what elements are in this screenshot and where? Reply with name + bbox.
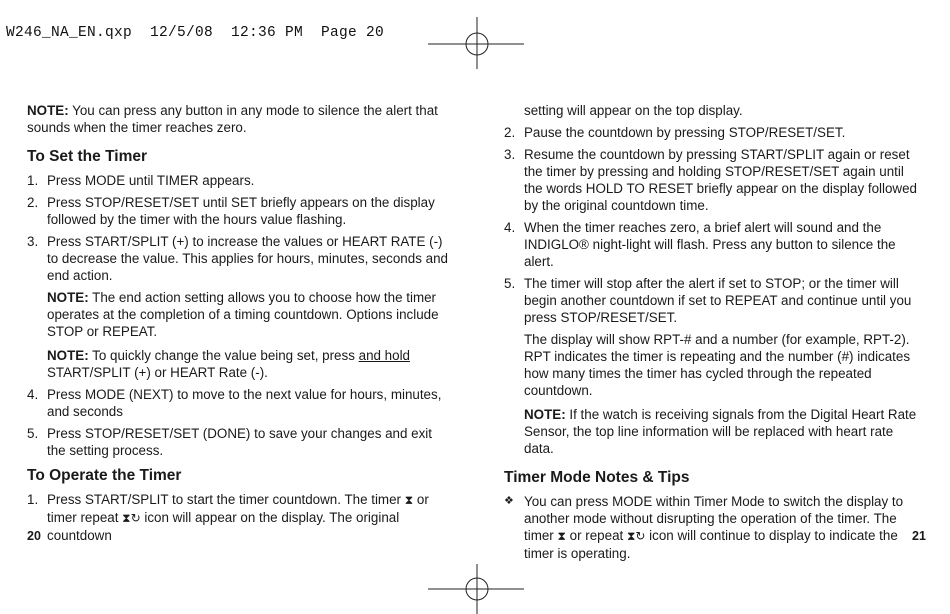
diamond-bullet-icon: ❖ xyxy=(504,495,514,507)
step-number: 1. xyxy=(27,492,39,507)
left-page-column xyxy=(27,102,452,549)
hourglass-icon: ⧗ xyxy=(557,529,566,543)
step-detail: The display will show RPT-# and a number (for example, RPT-2). RPT indicates the timer is repeating and the number (#) indicates how many times the timer has cycled through the repeated countdown. xyxy=(524,332,911,398)
note-label: NOTE: xyxy=(524,407,566,422)
note-label: NOTE: xyxy=(27,103,69,118)
note-text: The end action setting allows you to choose how the timer operates at the completion of a timing countdown. Options include STOP or REPEAT. xyxy=(47,290,439,339)
step-text: Press START/SPLIT (+) to increase the values or HEART RATE (-) to decrease the value. This applies for hours, minutes, seconds and end action. xyxy=(47,234,448,283)
list-item xyxy=(504,146,924,214)
step-note xyxy=(524,406,924,457)
step-number: 3. xyxy=(504,147,516,162)
note-underlined-text: and hold xyxy=(358,348,411,363)
step-text xyxy=(47,491,452,544)
list-item xyxy=(27,233,452,381)
note-label: NOTE: xyxy=(47,348,89,363)
note-text: START/SPLIT (+) or HEART Rate (-). xyxy=(47,365,268,380)
hourglass-icon: ⧗ xyxy=(404,493,414,507)
intro-note xyxy=(27,102,452,136)
step-text: Press STOP/RESET/SET until SET briefly appears on the display followed by the timer with the hours value flashing. xyxy=(47,195,435,227)
heading-operate-timer: To Operate the Timer xyxy=(27,467,182,484)
hourglass-repeat-icon: ⧗↻ xyxy=(122,511,141,525)
step-number: 5. xyxy=(27,426,39,441)
right-page-column xyxy=(504,102,924,562)
step-text: Press STOP/RESET/SET (DONE) to save your changes and exit the setting process. xyxy=(47,426,433,458)
step-text-part: icon will appear on the display. The original countdown xyxy=(47,510,400,543)
step-number: 4. xyxy=(504,220,516,235)
step-number: 3. xyxy=(27,234,39,249)
step-text: The timer will stop after the alert if set to STOP; or the timer will begin another countdown if set to REPEAT and continue until you press STOP/RESET/SET. xyxy=(524,276,912,325)
step-text: Pause the countdown by pressing STOP/RESET/SET. xyxy=(524,125,846,140)
step-text: When the timer reaches zero, a brief alert will sound and the INDIGLO® night-light will flash. Press any button to silence the alert. xyxy=(524,220,896,269)
operate-timer-steps xyxy=(504,124,924,457)
registration-mark-top xyxy=(428,17,524,69)
list-item xyxy=(27,386,452,420)
heading-set-timer: To Set the Timer xyxy=(27,148,148,165)
list-item xyxy=(504,124,924,141)
registration-mark-bottom xyxy=(428,564,524,614)
tip-text xyxy=(524,493,924,562)
step-number: 1. xyxy=(27,173,39,188)
step-text-part: Press START/SPLIT to start the timer countdown. The timer xyxy=(47,492,405,507)
step-note xyxy=(47,347,452,381)
tip-text-part: You can press MODE within Timer Mode to switch the display to another mode without disrupting the operation of the timer. The timer xyxy=(524,494,904,543)
note-label: NOTE: xyxy=(47,290,89,305)
step-body xyxy=(524,275,924,457)
list-item xyxy=(504,275,924,457)
note-text: You can press any button in any mode to silence the alert that sounds when the timer reaches zero. xyxy=(27,103,438,135)
step-number: 2. xyxy=(27,195,39,210)
list-item xyxy=(504,493,924,562)
heading-notes-tips: Timer Mode Notes & Tips xyxy=(504,469,690,486)
list-item xyxy=(27,425,452,459)
step-number: 2. xyxy=(504,125,516,140)
note-text: To quickly change the value being set, press xyxy=(88,348,359,363)
page-number-right: 21 xyxy=(912,529,926,543)
list-item xyxy=(27,194,452,228)
page-number-left: 20 xyxy=(27,529,41,543)
list-item xyxy=(504,219,924,270)
step-number: 5. xyxy=(504,276,516,291)
step-body xyxy=(47,233,452,381)
set-timer-steps xyxy=(27,172,452,459)
continued-text: setting will appear on the top display. xyxy=(524,103,743,118)
step-text-part: or timer repeat xyxy=(47,492,429,525)
tip-text-part: icon will continue to display to indicate the timer is operating. xyxy=(524,528,898,561)
tip-text-part: or repeat xyxy=(565,528,627,543)
note-text: If the watch is receiving signals from the Digital Heart Rate Sensor, the top line information will be replaced with heart rate data. xyxy=(524,407,917,456)
hourglass-repeat-icon: ⧗↻ xyxy=(626,529,646,543)
step-text: Press MODE (NEXT) to move to the next value for hours, minutes, and seconds xyxy=(47,387,442,419)
step-text: Resume the countdown by pressing START/SPLIT again or reset the timer by pressing and holding STOP/RESET/SET again until the words HOLD TO RESET briefly appear on the display followed by the original countdown time. xyxy=(524,147,917,213)
step-text: Press MODE until TIMER appears. xyxy=(47,173,255,188)
list-item xyxy=(27,172,452,189)
file-slug: W246_NA_EN.qxp 12/5/08 12:36 PM Page 20 xyxy=(6,25,385,41)
step-note xyxy=(47,289,452,340)
list-item xyxy=(27,491,452,544)
step-number: 4. xyxy=(27,387,39,402)
